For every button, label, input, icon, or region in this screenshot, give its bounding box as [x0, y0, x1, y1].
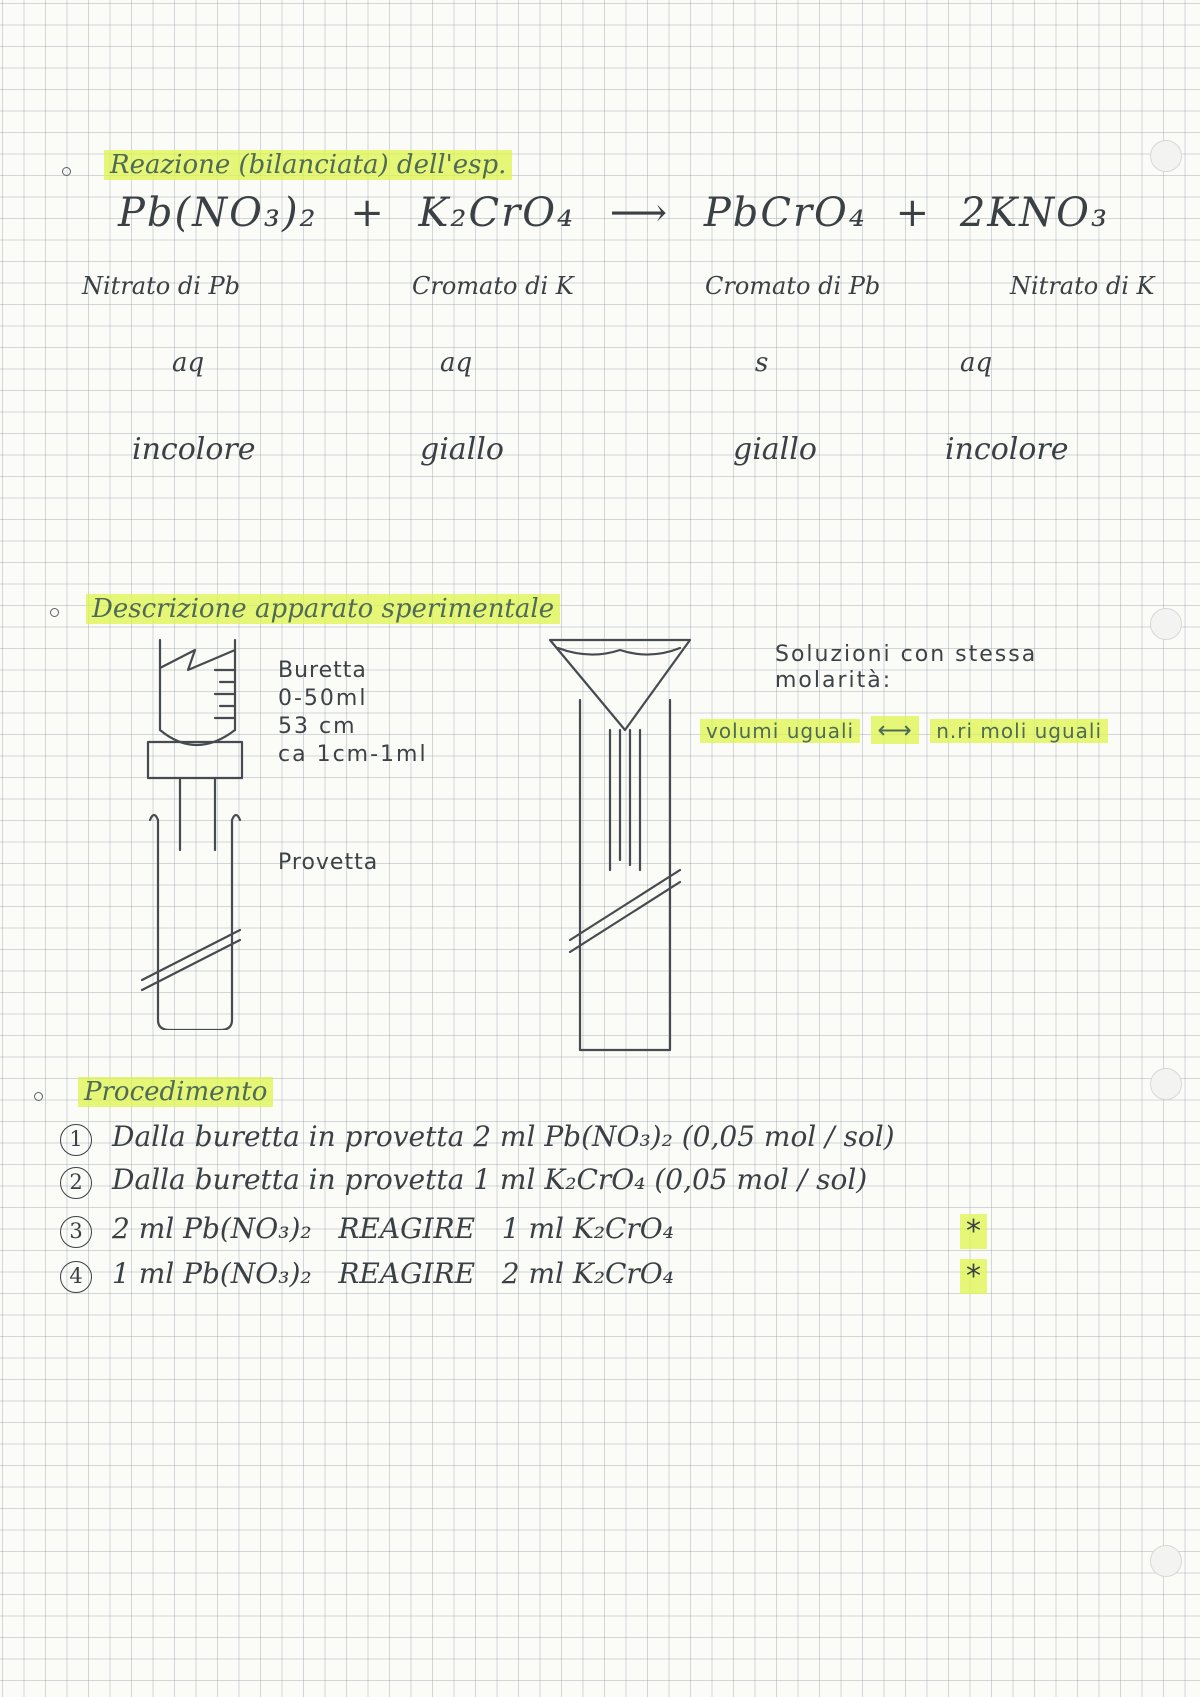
compound-color: giallo — [733, 432, 817, 467]
reaction-arrow: ⟶ — [609, 190, 670, 236]
binder-hole — [1150, 1068, 1182, 1100]
compound-color: incolore — [132, 432, 256, 467]
binder-hole — [1150, 140, 1182, 172]
relation-right: n.ri moli uguali — [930, 719, 1108, 743]
asterisk-mark: * — [960, 1214, 987, 1249]
reaction-title: Reazione (bilanciata) dell'esp. — [104, 150, 512, 180]
apparatus-note-line-1: Soluzioni con stessa — [775, 642, 1038, 667]
procedure-step — [60, 1257, 674, 1293]
asterisk-mark: * — [960, 1259, 987, 1294]
burette-drawing — [140, 630, 270, 1030]
bullet — [50, 608, 59, 617]
compound-name: Cromato di Pb — [705, 272, 881, 300]
tube-label: Provetta — [278, 850, 379, 875]
compound-state: aq — [960, 348, 993, 378]
apparatus-title: Descrizione apparato sperimentale — [86, 594, 560, 624]
step-text: 1 ml Pb(NO₃)₂ REAGIRE 2 ml K₂CrO₄ — [112, 1257, 674, 1290]
product-1: PbCrO₄ — [703, 190, 867, 236]
burette-label: Buretta — [278, 658, 367, 683]
relation-line — [700, 716, 1108, 744]
reactant-2: K₂CrO₄ — [418, 190, 576, 236]
relation-arrow: ⟷ — [871, 716, 918, 744]
binder-hole — [1150, 1545, 1182, 1577]
compound-color: giallo — [420, 432, 504, 467]
relation-left: volumi uguali — [700, 719, 860, 743]
compound-state: s — [755, 348, 769, 378]
burette-scale: ca 1cm-1ml — [278, 742, 428, 767]
compound-state: aq — [172, 348, 205, 378]
step-text: Dalla buretta in provetta 2 ml Pb(NO₃)₂ (0,05 mol / sol) — [112, 1120, 895, 1153]
plus-sign: + — [895, 190, 932, 236]
compound-name: Cromato di K — [412, 272, 574, 300]
compound-color: incolore — [945, 432, 1069, 467]
step-text: 2 ml Pb(NO₃)₂ REAGIRE 1 ml K₂CrO₄ — [112, 1212, 674, 1245]
product-2: 2KNO₃ — [959, 190, 1110, 236]
bullet — [62, 167, 71, 176]
reactant-1: Pb(NO₃)₂ — [118, 190, 318, 236]
apparatus-note-line-2: molarità: — [775, 668, 893, 693]
procedure-step — [60, 1212, 674, 1248]
reaction-equation — [118, 190, 1109, 236]
binder-hole — [1150, 608, 1182, 640]
plus-sign: + — [350, 190, 386, 236]
procedure-step — [60, 1120, 895, 1156]
burette-range: 0-50ml — [278, 686, 368, 711]
step-number: 4 — [60, 1261, 92, 1293]
compound-name: Nitrato di Pb — [82, 272, 241, 300]
bullet — [34, 1092, 43, 1101]
burette-length: 53 cm — [278, 714, 357, 739]
procedure-title: Procedimento — [78, 1077, 273, 1107]
procedure-step — [60, 1163, 867, 1199]
compound-name: Nitrato di K — [1010, 272, 1155, 300]
funnel-tube-drawing — [540, 630, 710, 1060]
step-text: Dalla buretta in provetta 1 ml K₂CrO₄ (0,05 mol / sol) — [112, 1163, 868, 1196]
compound-state: aq — [440, 348, 473, 378]
step-number: 2 — [60, 1167, 92, 1199]
step-number: 3 — [60, 1216, 92, 1248]
step-number: 1 — [60, 1124, 92, 1156]
